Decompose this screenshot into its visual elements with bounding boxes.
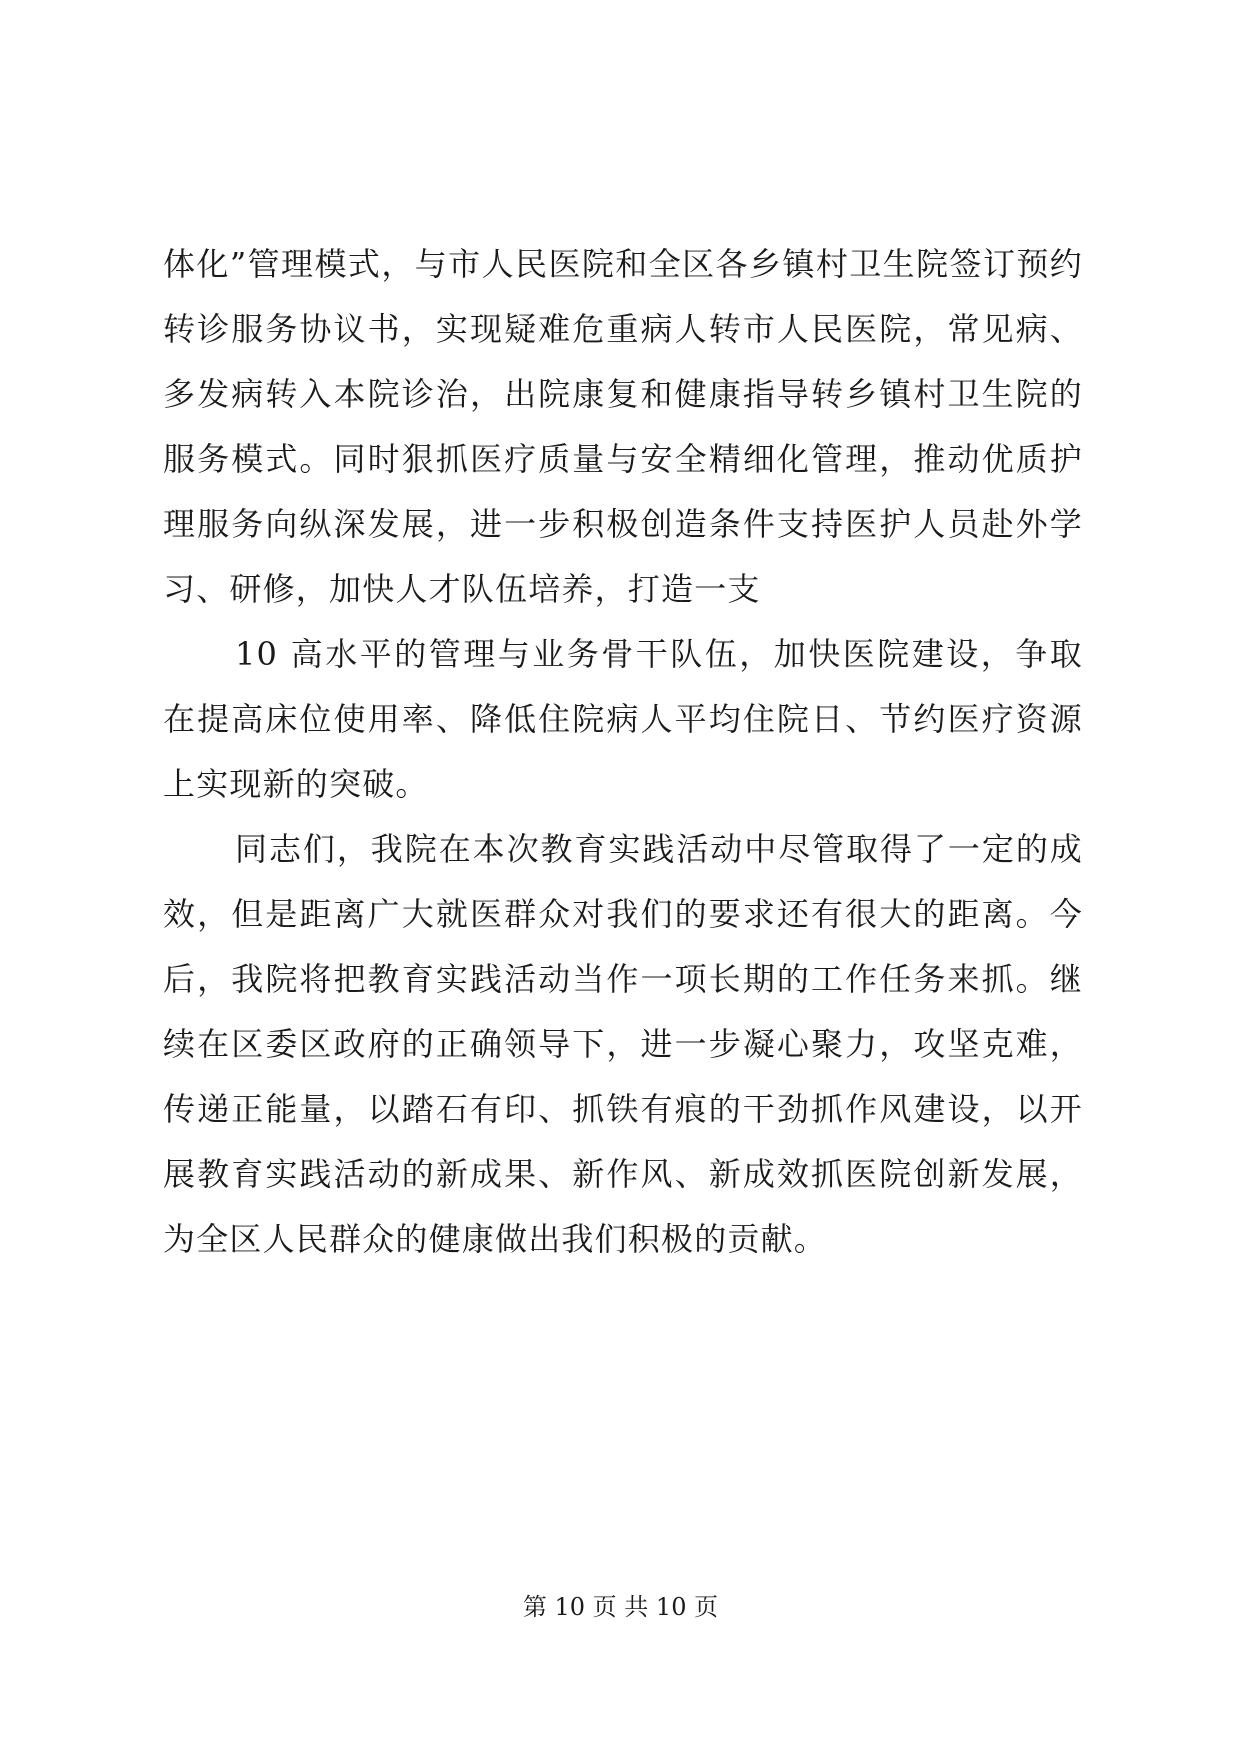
paragraph-team-building: 10 高水平的管理与业务骨干队伍，加快医院建设，争取在提高床位使用率、降低住院病人平均住院日、节约医疗资源上实现新的突破。: [163, 635, 1083, 803]
paragraph-continuation: 体化”管理模式，与市人民医院和全区各乡镇村卫生院签订预约转诊服务协议书，实现疑难危重病人转市人民医院，常见病、多发病转入本院诊治，出院康复和健康指导转乡镇村卫生院的服务模式。同时狠抓医疗质量与安全精细化管理，推动优质护理服务向纵深发展，进一步积极创造条件支持医护人员赴外学习、研修，加快人才队伍培养，打造一支: [163, 245, 1083, 608]
paragraph-closing: 同志们，我院在本次教育实践活动中尽管取得了一定的成效，但是距离广大就医群众对我们的要求还有很大的距离。今后，我院将把教育实践活动当作一项长期的工作任务来抓。继续在区委区政府的正确领导下，进一步凝心聚力，攻坚克难，传递正能量，以踏石有印、抓铁有痕的干劲抓作风建设，以开展教育实践活动的新成果、新作风、新成效抓医院创新发展，为全区人民群众的健康做出我们积极的贡献。: [163, 830, 1083, 1258]
document-body: [163, 232, 1083, 1272]
page-footer: 第 10 页 共 10 页: [522, 1593, 719, 1621]
